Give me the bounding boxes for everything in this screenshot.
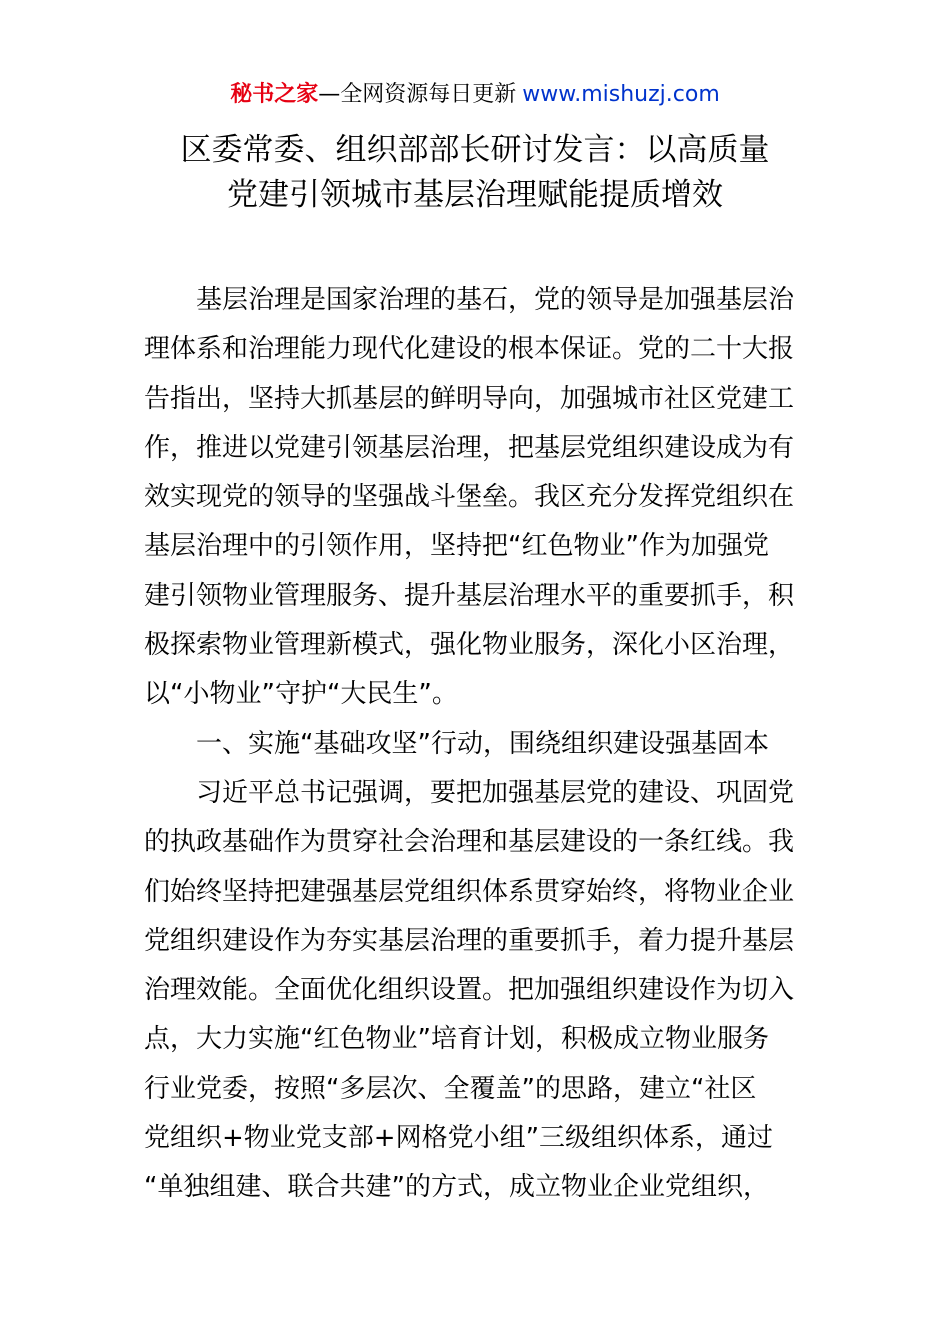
paragraph-line: 极探索物业管理新模式，强化物业服务，深化小区治理， xyxy=(144,630,795,661)
header-tagline: —全网资源每日更新 xyxy=(318,82,517,107)
document-body xyxy=(144,276,814,1213)
brand-name: 秘书之家 xyxy=(230,82,319,107)
paragraph-line: 基层治理是国家治理的基石，党的领导是加强基层治 xyxy=(196,285,795,315)
paragraph-line: 基层治理中的引领作用，坚持把“红色物业”作为加强党 xyxy=(144,531,769,562)
paragraph-line: 们始终坚持把建强基层党组织体系贯穿始终，将物业企业 xyxy=(144,876,795,907)
paragraph-line: 行业党委，按照“多层次、全覆盖”的思路，建立“社区 xyxy=(144,1073,757,1104)
paragraph-line: 习近平总书记强调，要把加强基层党的建设、巩固党 xyxy=(196,777,795,808)
section-heading: 一、实施“基础攻坚”行动，围绕组织建设强基固本 xyxy=(196,728,769,759)
paragraph-line: 建引领物业管理服务、提升基层治理水平的重要抓手，积 xyxy=(144,580,795,611)
paragraph-line: 告指出，坚持大抓基层的鲜明导向，加强城市社区党建工 xyxy=(144,383,795,414)
paragraph-line: 治理效能。全面优化组织设置。把加强组织建设作为切入 xyxy=(144,975,795,1006)
paragraph-line: 以“小物业”守护“大民生”。 xyxy=(144,679,458,710)
site-header xyxy=(0,80,950,110)
paragraph-line: 效实现党的领导的坚强战斗堡垒。我区充分发挥党组织在 xyxy=(144,482,795,513)
title-line-1: 区委常委、组织部部长研讨发言：以高质量 xyxy=(180,132,770,168)
paragraph-line: 点，大力实施“红色物业”培育计划，积极成立物业服务 xyxy=(144,1024,769,1055)
paragraph-line: 作，推进以党建引领基层治理，把基层党组织建设成为有 xyxy=(144,432,795,463)
paragraph-line: 党组织+物业党支部+网格党小组”三级组织体系，通过 xyxy=(144,1123,774,1154)
paragraph-line: “单独组建、联合共建”的方式，成立物业企业党组织， xyxy=(144,1172,769,1203)
site-url-link[interactable]: www.mishuzj.com xyxy=(522,82,720,107)
paragraph-line: 的执政基础作为贯穿社会治理和基层建设的一条红线。我 xyxy=(144,827,795,858)
paragraph-line: 党组织建设作为夯实基层治理的重要抓手，着力提升基层 xyxy=(144,925,795,956)
document-title xyxy=(0,128,950,218)
title-line-2: 党建引领城市基层治理赋能提质增效 xyxy=(227,177,723,213)
paragraph-line: 理体系和治理能力现代化建设的根本保证。党的二十大报 xyxy=(144,334,795,365)
